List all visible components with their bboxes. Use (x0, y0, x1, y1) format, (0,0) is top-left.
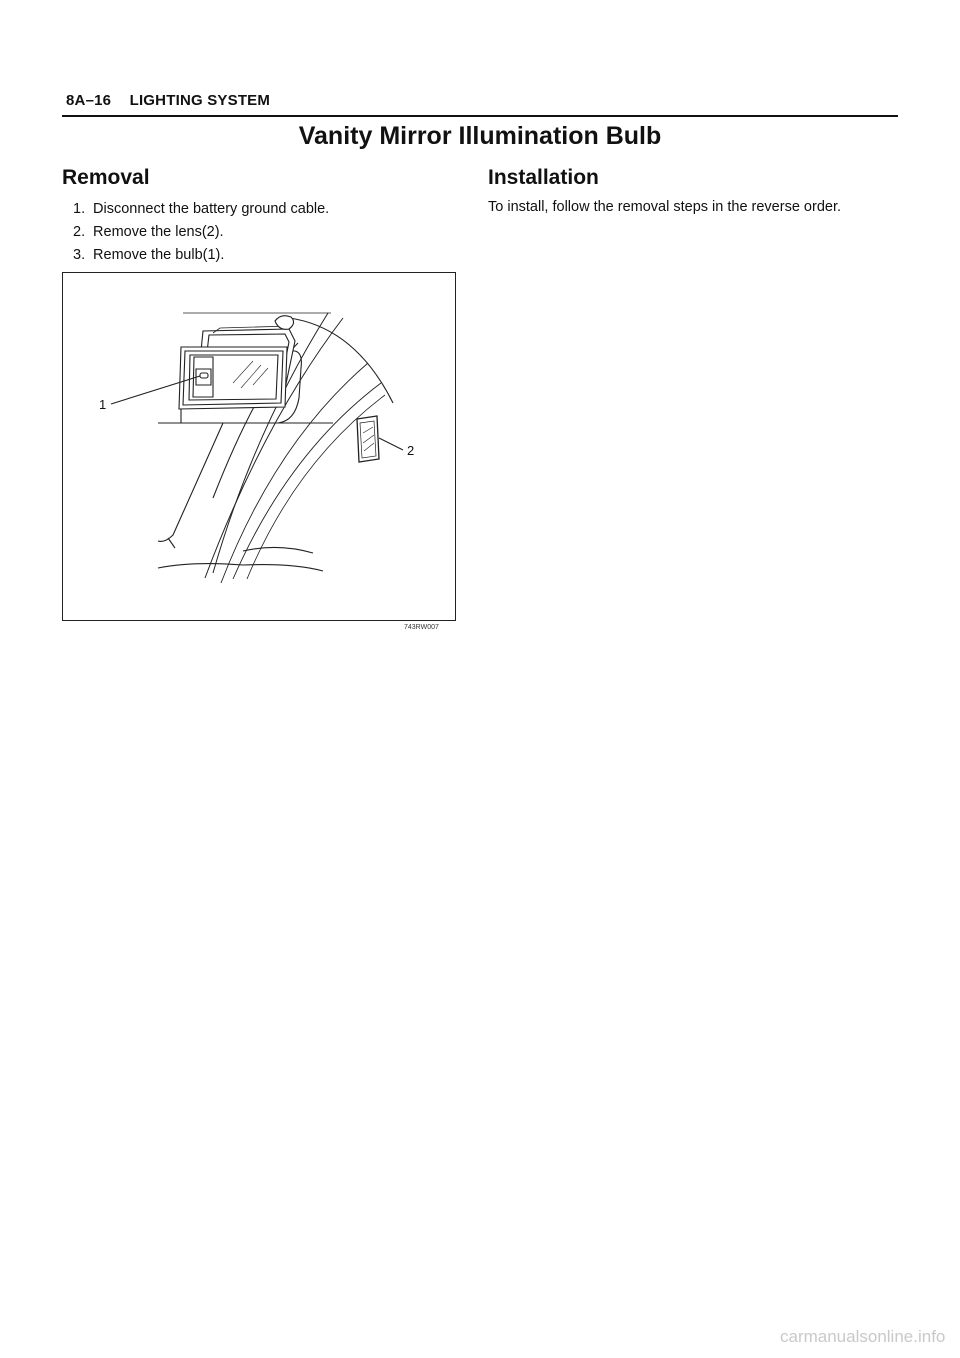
watermark: carmanualsonline.info (780, 1327, 946, 1346)
callout-1: 1 (99, 397, 107, 412)
installation-text: To install, follow the removal steps in the reverse order. (488, 199, 841, 215)
chapter-title: LIGHTING SYSTEM (129, 92, 271, 109)
page-header (66, 92, 270, 109)
figure-code: 743RW007 (404, 624, 439, 631)
removal-step: 3. Remove the bulb(1). (73, 247, 225, 263)
callout-2: 2 (407, 443, 415, 458)
section-number: 8A–16 (66, 92, 112, 109)
page-title: Vanity Mirror Illumination Bulb (298, 122, 662, 150)
vanity-mirror-illustration (62, 272, 456, 621)
removal-step: 2. Remove the lens(2). (73, 224, 224, 240)
removal-heading: Removal (62, 166, 150, 189)
removal-step: 1. Disconnect the battery ground cable. (73, 201, 330, 217)
installation-heading: Installation (488, 166, 599, 189)
vanity-mirror-drawing (63, 273, 455, 620)
removal-steps (73, 198, 329, 267)
header-rule (62, 115, 898, 117)
